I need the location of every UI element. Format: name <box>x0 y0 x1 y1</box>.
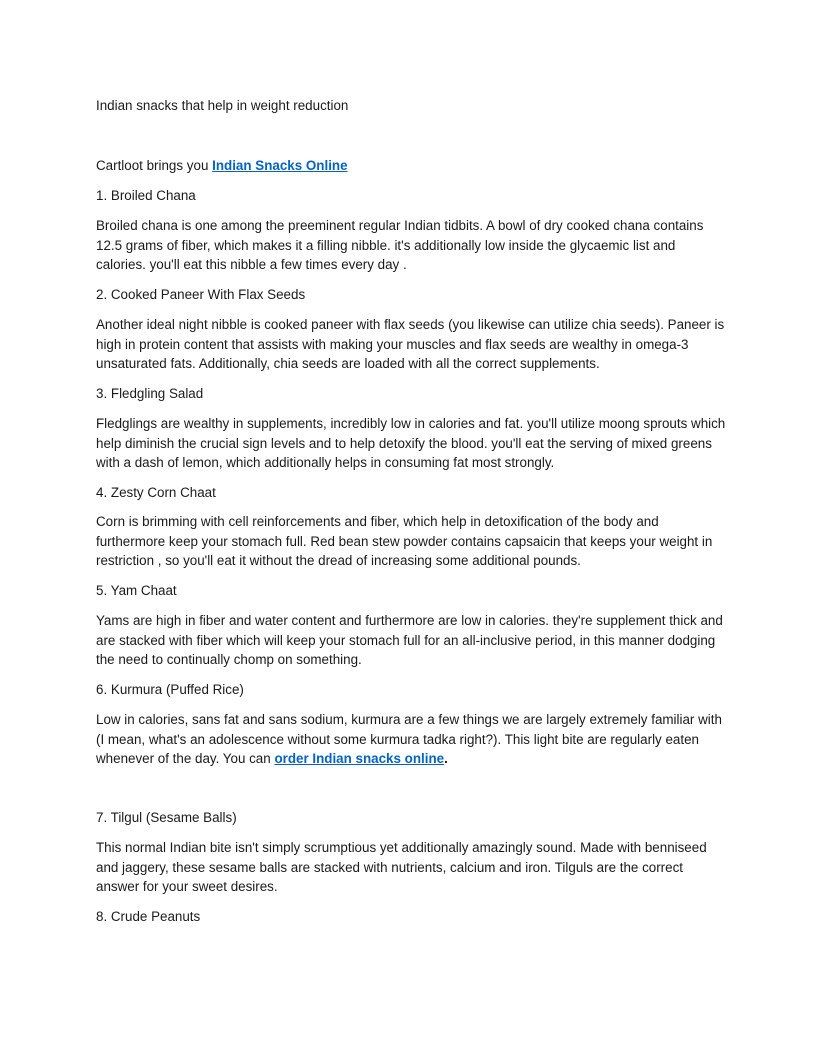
item-body-6-end: . <box>444 751 448 767</box>
item-heading-6: 6. Kurmura (Puffed Rice) <box>96 682 244 697</box>
item-body-7: This normal Indian bite isn't simply scrumptious yet additionally amazingly sound. Made with benniseed and jaggery, these sesame balls are stacked with nutrients, calcium and iron. Tilguls are the correct answer for your sweet desires. <box>96 840 707 895</box>
item-body-3: Fledglings are wealthy in supplements, incredibly low in calories and fat. you'll utilize moong sprouts which help diminish the crucial sign levels and to help detoxify the blood. you'll eat the serving of mixed greens with a dash of lemon, which additionally helps in consuming fat most strongly. <box>96 416 726 471</box>
item-heading-3: 3. Fledgling Salad <box>96 386 204 401</box>
item-body-5: Yams are high in fiber and water content and furthermore are low in calories. they're supplement thick and are stacked with fiber which will keep your stomach full for an all-inclusive period, in this manner dodging the need to continually chomp on something. <box>96 613 723 668</box>
item-heading-4: 4. Zesty Corn Chaat <box>96 485 216 500</box>
item-heading-7: 7. Tilgul (Sesame Balls) <box>96 810 237 825</box>
item-body-2: Another ideal night nibble is cooked paneer with flax seeds (you likewise can utilize chia seeds). Paneer is high in protein content that assists with making your muscles and flax seeds are wealthy in omega-3 unsaturated fats. Additionally, chia seeds are loaded with all the correct supplements. <box>96 317 725 372</box>
item-heading-1: 1. Broiled Chana <box>96 188 196 203</box>
item-heading-5: 5. Yam Chaat <box>96 583 177 598</box>
item-body-6 <box>96 710 726 769</box>
document-title: Indian snacks that help in weight reduction <box>96 98 349 113</box>
indian-snacks-online-link[interactable]: Indian Snacks Online <box>212 158 348 173</box>
item-heading-2: 2. Cooked Paneer With Flax Seeds <box>96 287 306 302</box>
item-body-6-text: Low in calories, sans fat and sans sodium, kurmura are a few things we are largely extremely familiar with (I mean, what's an adolescence without some kurmura tadka right?). This light bite are regularly eaten whenever of the day. You can <box>96 712 722 767</box>
item-body-4: Corn is brimming with cell reinforcements and fiber, which help in detoxification of the body and furthermore keep your stomach full. Red bean stew powder contains capsaicin that keeps your weight in restriction , so you'll eat it without the dread of increasing some additional pounds. <box>96 514 713 569</box>
intro-line <box>96 156 348 176</box>
order-indian-snacks-online-link[interactable]: order Indian snacks online <box>274 751 445 767</box>
intro-prefix: Cartloot brings you <box>96 158 213 173</box>
item-heading-8: 8. Crude Peanuts <box>96 909 201 924</box>
item-body-1: Broiled chana is one among the preeminent regular Indian tidbits. A bowl of dry cooked chana contains 12.5 grams of fiber, which makes it a filling nibble. it's additionally low inside the glycaemic list and calories. you'll eat this nibble a few times every day . <box>96 218 704 273</box>
